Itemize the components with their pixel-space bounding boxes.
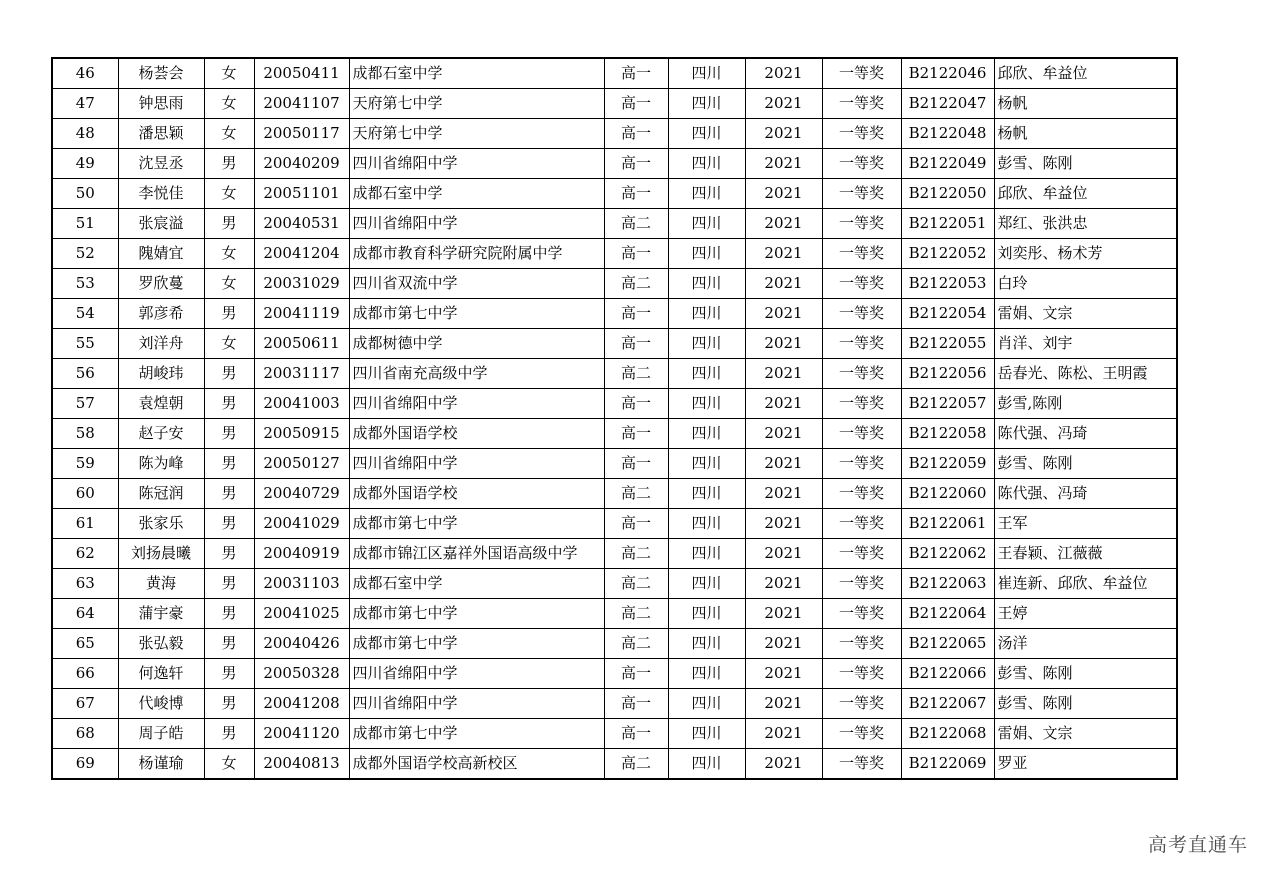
teacher-cell: 杨帆 (994, 89, 1177, 119)
name-cell: 杨荟会 (118, 58, 204, 89)
grade-cell: 高一 (604, 239, 668, 269)
grade-cell: 高一 (604, 329, 668, 359)
teacher-cell: 彭雪,陈刚 (994, 389, 1177, 419)
certificate-cell: B2122064 (901, 599, 994, 629)
grade-cell: 高一 (604, 449, 668, 479)
award-cell: 一等奖 (822, 599, 901, 629)
grade-cell: 高二 (604, 359, 668, 389)
rank-cell: 66 (52, 659, 118, 689)
birthdate-cell: 20050611 (254, 329, 349, 359)
award-cell: 一等奖 (822, 539, 901, 569)
grade-cell: 高二 (604, 479, 668, 509)
rank-cell: 64 (52, 599, 118, 629)
birthdate-cell: 20041208 (254, 689, 349, 719)
certificate-cell: B2122065 (901, 629, 994, 659)
table-row (52, 149, 1177, 179)
table-row (52, 239, 1177, 269)
birthdate-cell: 20041120 (254, 719, 349, 749)
gender-cell: 女 (204, 239, 254, 269)
name-cell: 赵子安 (118, 419, 204, 449)
table-row (52, 599, 1177, 629)
certificate-cell: B2122054 (901, 299, 994, 329)
certificate-cell: B2122055 (901, 329, 994, 359)
certificate-cell: B2122048 (901, 119, 994, 149)
award-cell: 一等奖 (822, 719, 901, 749)
gender-cell: 男 (204, 509, 254, 539)
province-cell: 四川 (668, 89, 745, 119)
grade-cell: 高一 (604, 659, 668, 689)
year-cell: 2021 (745, 749, 822, 780)
table-body (52, 58, 1177, 779)
table-row (52, 509, 1177, 539)
gender-cell: 男 (204, 479, 254, 509)
certificate-cell: B2122052 (901, 239, 994, 269)
award-cell: 一等奖 (822, 449, 901, 479)
grade-cell: 高一 (604, 58, 668, 89)
certificate-cell: B2122056 (901, 359, 994, 389)
year-cell: 2021 (745, 239, 822, 269)
table-row (52, 269, 1177, 299)
teacher-cell: 邱欣、牟益位 (994, 58, 1177, 89)
teacher-cell: 陈代强、冯琦 (994, 479, 1177, 509)
grade-cell: 高二 (604, 539, 668, 569)
province-cell: 四川 (668, 479, 745, 509)
school-cell: 成都外国语学校 (349, 479, 604, 509)
province-cell: 四川 (668, 209, 745, 239)
name-cell: 张弘毅 (118, 629, 204, 659)
award-cell: 一等奖 (822, 629, 901, 659)
grade-cell: 高一 (604, 299, 668, 329)
school-cell: 四川省绵阳中学 (349, 389, 604, 419)
province-cell: 四川 (668, 449, 745, 479)
birthdate-cell: 20040919 (254, 539, 349, 569)
table-row (52, 209, 1177, 239)
grade-cell: 高二 (604, 269, 668, 299)
name-cell: 袁煌朝 (118, 389, 204, 419)
rank-cell: 62 (52, 539, 118, 569)
table-row (52, 299, 1177, 329)
teacher-cell: 彭雪、陈刚 (994, 149, 1177, 179)
name-cell: 陈为峰 (118, 449, 204, 479)
birthdate-cell: 20050411 (254, 58, 349, 89)
gender-cell: 男 (204, 419, 254, 449)
grade-cell: 高二 (604, 749, 668, 780)
province-cell: 四川 (668, 719, 745, 749)
table-row (52, 329, 1177, 359)
grade-cell: 高一 (604, 149, 668, 179)
rank-cell: 57 (52, 389, 118, 419)
table-row (52, 719, 1177, 749)
birthdate-cell: 20040209 (254, 149, 349, 179)
year-cell: 2021 (745, 599, 822, 629)
teacher-cell: 崔连新、邱欣、牟益位 (994, 569, 1177, 599)
rank-cell: 54 (52, 299, 118, 329)
birthdate-cell: 20040531 (254, 209, 349, 239)
certificate-cell: B2122068 (901, 719, 994, 749)
rank-cell: 55 (52, 329, 118, 359)
year-cell: 2021 (745, 389, 822, 419)
year-cell: 2021 (745, 479, 822, 509)
name-cell: 张家乐 (118, 509, 204, 539)
province-cell: 四川 (668, 419, 745, 449)
name-cell: 潘思颖 (118, 119, 204, 149)
province-cell: 四川 (668, 149, 745, 179)
grade-cell: 高一 (604, 119, 668, 149)
school-cell: 四川省双流中学 (349, 269, 604, 299)
school-cell: 四川省绵阳中学 (349, 659, 604, 689)
school-cell: 成都石室中学 (349, 569, 604, 599)
year-cell: 2021 (745, 419, 822, 449)
province-cell: 四川 (668, 569, 745, 599)
certificate-cell: B2122053 (901, 269, 994, 299)
grade-cell: 高一 (604, 509, 668, 539)
year-cell: 2021 (745, 209, 822, 239)
rank-cell: 51 (52, 209, 118, 239)
rank-cell: 67 (52, 689, 118, 719)
certificate-cell: B2122062 (901, 539, 994, 569)
award-cell: 一等奖 (822, 479, 901, 509)
birthdate-cell: 20051101 (254, 179, 349, 209)
grade-cell: 高一 (604, 689, 668, 719)
rank-cell: 59 (52, 449, 118, 479)
province-cell: 四川 (668, 299, 745, 329)
school-cell: 成都市第七中学 (349, 599, 604, 629)
rank-cell: 52 (52, 239, 118, 269)
birthdate-cell: 20031103 (254, 569, 349, 599)
year-cell: 2021 (745, 449, 822, 479)
name-cell: 陈冠润 (118, 479, 204, 509)
province-cell: 四川 (668, 58, 745, 89)
grade-cell: 高二 (604, 629, 668, 659)
year-cell: 2021 (745, 89, 822, 119)
gender-cell: 男 (204, 389, 254, 419)
table-row (52, 449, 1177, 479)
certificate-cell: B2122051 (901, 209, 994, 239)
certificate-cell: B2122066 (901, 659, 994, 689)
birthdate-cell: 20041204 (254, 239, 349, 269)
province-cell: 四川 (668, 359, 745, 389)
province-cell: 四川 (668, 329, 745, 359)
grade-cell: 高一 (604, 719, 668, 749)
birthdate-cell: 20041029 (254, 509, 349, 539)
year-cell: 2021 (745, 689, 822, 719)
birthdate-cell: 20041025 (254, 599, 349, 629)
gender-cell: 男 (204, 539, 254, 569)
table-row (52, 58, 1177, 89)
rank-cell: 58 (52, 419, 118, 449)
year-cell: 2021 (745, 179, 822, 209)
watermark: 高考直通车 (1147, 834, 1248, 856)
certificate-cell: B2122047 (901, 89, 994, 119)
name-cell: 沈昱丞 (118, 149, 204, 179)
birthdate-cell: 20040729 (254, 479, 349, 509)
year-cell: 2021 (745, 149, 822, 179)
gender-cell: 男 (204, 299, 254, 329)
province-cell: 四川 (668, 629, 745, 659)
award-cell: 一等奖 (822, 209, 901, 239)
province-cell: 四川 (668, 269, 745, 299)
teacher-cell: 王军 (994, 509, 1177, 539)
province-cell: 四川 (668, 119, 745, 149)
rank-cell: 49 (52, 149, 118, 179)
gender-cell: 男 (204, 209, 254, 239)
teacher-cell: 罗亚 (994, 749, 1177, 780)
school-cell: 成都市第七中学 (349, 719, 604, 749)
name-cell: 张宸溢 (118, 209, 204, 239)
rank-cell: 65 (52, 629, 118, 659)
school-cell: 成都树德中学 (349, 329, 604, 359)
birthdate-cell: 20041119 (254, 299, 349, 329)
table-row (52, 89, 1177, 119)
gender-cell: 女 (204, 89, 254, 119)
school-cell: 四川省绵阳中学 (349, 149, 604, 179)
award-cell: 一等奖 (822, 89, 901, 119)
grade-cell: 高二 (604, 569, 668, 599)
award-cell: 一等奖 (822, 329, 901, 359)
award-cell: 一等奖 (822, 749, 901, 780)
table-row (52, 749, 1177, 780)
year-cell: 2021 (745, 58, 822, 89)
school-cell: 成都市锦江区嘉祥外国语高级中学 (349, 539, 604, 569)
school-cell: 四川省绵阳中学 (349, 689, 604, 719)
table-row (52, 689, 1177, 719)
name-cell: 黄海 (118, 569, 204, 599)
name-cell: 郭彦希 (118, 299, 204, 329)
teacher-cell: 杨帆 (994, 119, 1177, 149)
award-cell: 一等奖 (822, 509, 901, 539)
teacher-cell: 雷娟、文宗 (994, 719, 1177, 749)
table-row (52, 539, 1177, 569)
gender-cell: 女 (204, 179, 254, 209)
year-cell: 2021 (745, 539, 822, 569)
year-cell: 2021 (745, 659, 822, 689)
award-cell: 一等奖 (822, 119, 901, 149)
name-cell: 刘扬晨曦 (118, 539, 204, 569)
rank-cell: 69 (52, 749, 118, 780)
birthdate-cell: 20041107 (254, 89, 349, 119)
name-cell: 隗婧宜 (118, 239, 204, 269)
birthdate-cell: 20041003 (254, 389, 349, 419)
rank-cell: 61 (52, 509, 118, 539)
table-row (52, 479, 1177, 509)
certificate-cell: B2122060 (901, 479, 994, 509)
certificate-cell: B2122049 (901, 149, 994, 179)
table-row (52, 179, 1177, 209)
year-cell: 2021 (745, 569, 822, 599)
name-cell: 李悦佳 (118, 179, 204, 209)
school-cell: 成都市第七中学 (349, 629, 604, 659)
name-cell: 周子皓 (118, 719, 204, 749)
teacher-cell: 彭雪、陈刚 (994, 659, 1177, 689)
name-cell: 胡峻玮 (118, 359, 204, 389)
province-cell: 四川 (668, 749, 745, 780)
rank-cell: 46 (52, 58, 118, 89)
table-row (52, 629, 1177, 659)
table-row (52, 419, 1177, 449)
school-cell: 成都外国语学校高新校区 (349, 749, 604, 780)
teacher-cell: 刘奕彤、杨术芳 (994, 239, 1177, 269)
gender-cell: 男 (204, 599, 254, 629)
gender-cell: 男 (204, 659, 254, 689)
province-cell: 四川 (668, 389, 745, 419)
rank-cell: 68 (52, 719, 118, 749)
rank-cell: 63 (52, 569, 118, 599)
gender-cell: 男 (204, 149, 254, 179)
gender-cell: 女 (204, 329, 254, 359)
birthdate-cell: 20050117 (254, 119, 349, 149)
name-cell: 刘洋舟 (118, 329, 204, 359)
gender-cell: 女 (204, 749, 254, 780)
teacher-cell: 郑红、张洪忠 (994, 209, 1177, 239)
school-cell: 成都市第七中学 (349, 509, 604, 539)
name-cell: 钟思雨 (118, 89, 204, 119)
table-row (52, 659, 1177, 689)
award-cell: 一等奖 (822, 569, 901, 599)
grade-cell: 高一 (604, 389, 668, 419)
award-cell: 一等奖 (822, 359, 901, 389)
award-cell: 一等奖 (822, 299, 901, 329)
gender-cell: 女 (204, 269, 254, 299)
birthdate-cell: 20031029 (254, 269, 349, 299)
certificate-cell: B2122067 (901, 689, 994, 719)
rank-cell: 53 (52, 269, 118, 299)
province-cell: 四川 (668, 179, 745, 209)
grade-cell: 高一 (604, 89, 668, 119)
gender-cell: 男 (204, 359, 254, 389)
year-cell: 2021 (745, 719, 822, 749)
province-cell: 四川 (668, 539, 745, 569)
year-cell: 2021 (745, 119, 822, 149)
province-cell: 四川 (668, 599, 745, 629)
award-table (51, 57, 1178, 780)
school-cell: 成都市教育科学研究院附属中学 (349, 239, 604, 269)
name-cell: 蒲宇豪 (118, 599, 204, 629)
teacher-cell: 陈代强、冯琦 (994, 419, 1177, 449)
certificate-cell: B2122061 (901, 509, 994, 539)
gender-cell: 男 (204, 629, 254, 659)
award-cell: 一等奖 (822, 689, 901, 719)
certificate-cell: B2122059 (901, 449, 994, 479)
gender-cell: 男 (204, 449, 254, 479)
award-cell: 一等奖 (822, 419, 901, 449)
province-cell: 四川 (668, 509, 745, 539)
award-cell: 一等奖 (822, 389, 901, 419)
name-cell: 何逸轩 (118, 659, 204, 689)
province-cell: 四川 (668, 689, 745, 719)
teacher-cell: 邱欣、牟益位 (994, 179, 1177, 209)
certificate-cell: B2122058 (901, 419, 994, 449)
rank-cell: 56 (52, 359, 118, 389)
school-cell: 四川省绵阳中学 (349, 209, 604, 239)
table-row (52, 359, 1177, 389)
teacher-cell: 雷娟、文宗 (994, 299, 1177, 329)
teacher-cell: 岳春光、陈松、王明霞 (994, 359, 1177, 389)
certificate-cell: B2122050 (901, 179, 994, 209)
award-cell: 一等奖 (822, 269, 901, 299)
year-cell: 2021 (745, 299, 822, 329)
school-cell: 天府第七中学 (349, 119, 604, 149)
grade-cell: 高二 (604, 209, 668, 239)
name-cell: 罗欣蔓 (118, 269, 204, 299)
school-cell: 成都市第七中学 (349, 299, 604, 329)
gender-cell: 男 (204, 689, 254, 719)
rank-cell: 47 (52, 89, 118, 119)
name-cell: 代峻博 (118, 689, 204, 719)
school-cell: 四川省南充高级中学 (349, 359, 604, 389)
name-cell: 杨谨瑜 (118, 749, 204, 780)
province-cell: 四川 (668, 239, 745, 269)
gender-cell: 男 (204, 569, 254, 599)
school-cell: 天府第七中学 (349, 89, 604, 119)
award-cell: 一等奖 (822, 659, 901, 689)
birthdate-cell: 20040813 (254, 749, 349, 780)
teacher-cell: 白玲 (994, 269, 1177, 299)
year-cell: 2021 (745, 509, 822, 539)
teacher-cell: 彭雪、陈刚 (994, 449, 1177, 479)
birthdate-cell: 20040426 (254, 629, 349, 659)
rank-cell: 50 (52, 179, 118, 209)
province-cell: 四川 (668, 659, 745, 689)
school-cell: 成都外国语学校 (349, 419, 604, 449)
year-cell: 2021 (745, 269, 822, 299)
certificate-cell: B2122057 (901, 389, 994, 419)
grade-cell: 高一 (604, 419, 668, 449)
certificate-cell: B2122063 (901, 569, 994, 599)
year-cell: 2021 (745, 329, 822, 359)
school-cell: 成都石室中学 (349, 179, 604, 209)
teacher-cell: 彭雪、陈刚 (994, 689, 1177, 719)
birthdate-cell: 20050328 (254, 659, 349, 689)
birthdate-cell: 20031117 (254, 359, 349, 389)
table-row (52, 119, 1177, 149)
rank-cell: 48 (52, 119, 118, 149)
teacher-cell: 肖洋、刘宇 (994, 329, 1177, 359)
teacher-cell: 汤洋 (994, 629, 1177, 659)
birthdate-cell: 20050127 (254, 449, 349, 479)
certificate-cell: B2122046 (901, 58, 994, 89)
award-cell: 一等奖 (822, 179, 901, 209)
gender-cell: 女 (204, 119, 254, 149)
grade-cell: 高一 (604, 179, 668, 209)
table-row (52, 569, 1177, 599)
grade-cell: 高二 (604, 599, 668, 629)
gender-cell: 男 (204, 719, 254, 749)
teacher-cell: 王春颖、江薇薇 (994, 539, 1177, 569)
gender-cell: 女 (204, 58, 254, 89)
school-cell: 四川省绵阳中学 (349, 449, 604, 479)
award-cell: 一等奖 (822, 239, 901, 269)
year-cell: 2021 (745, 629, 822, 659)
rank-cell: 60 (52, 479, 118, 509)
year-cell: 2021 (745, 359, 822, 389)
table-row (52, 389, 1177, 419)
award-cell: 一等奖 (822, 149, 901, 179)
teacher-cell: 王婷 (994, 599, 1177, 629)
school-cell: 成都石室中学 (349, 58, 604, 89)
birthdate-cell: 20050915 (254, 419, 349, 449)
certificate-cell: B2122069 (901, 749, 994, 780)
award-cell: 一等奖 (822, 58, 901, 89)
